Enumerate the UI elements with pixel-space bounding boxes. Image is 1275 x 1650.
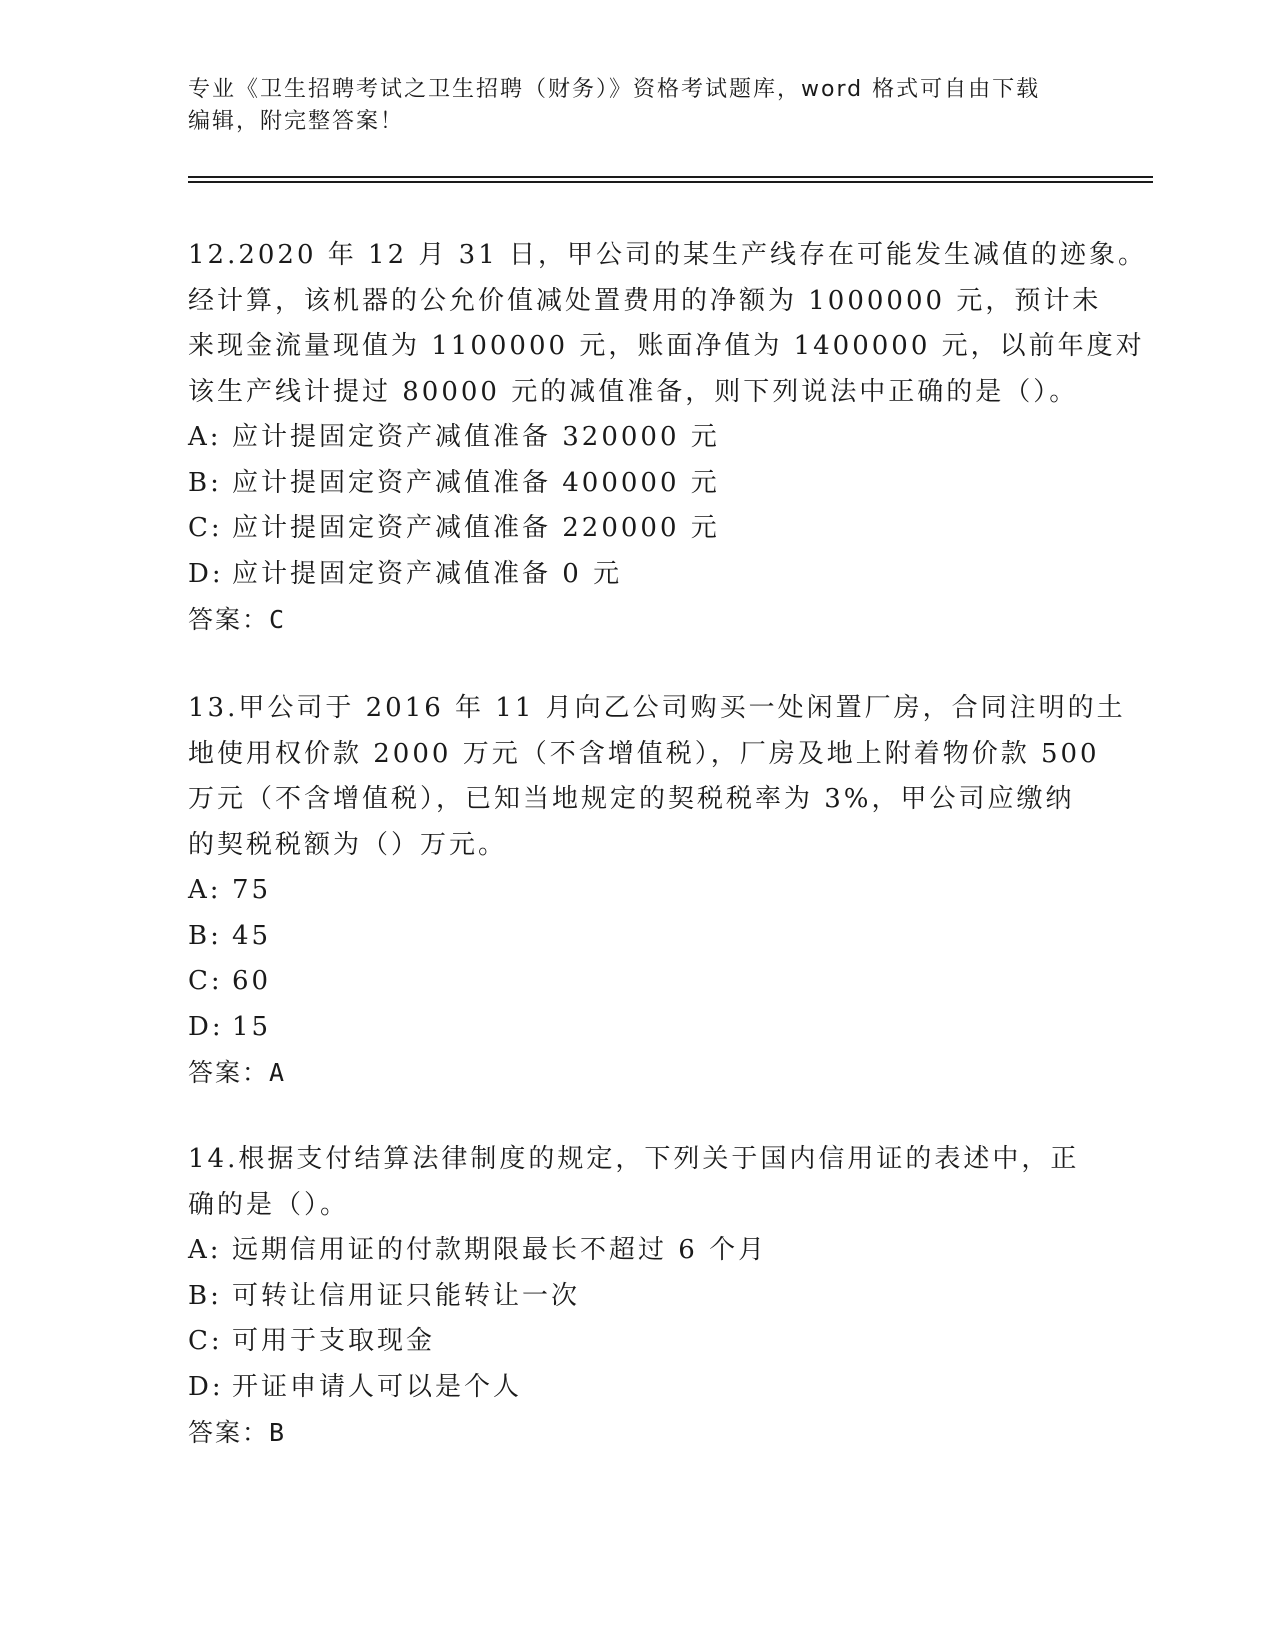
question-12	[188, 233, 1148, 643]
question-text-line: 14.根据支付结算法律制度的规定，下列关于国内信用证的表述中，正	[188, 1144, 1080, 1174]
question-text-line: 的契税税额为（）万元。	[188, 829, 508, 860]
option-text: 应计提固定资产减值准备 220000 元	[232, 513, 720, 543]
answer-line	[188, 1410, 1088, 1456]
option-c	[188, 506, 1088, 552]
option-letter: C:	[188, 513, 223, 543]
option-text: 远期信用证的付款期限最长不超过 6 个月	[232, 1235, 768, 1265]
answer-label: 答案：	[188, 1418, 270, 1447]
document-header	[188, 74, 1088, 138]
option-text: 可转让信用证只能转让一次	[232, 1280, 581, 1311]
header-rule-bottom	[188, 181, 1153, 183]
option-a	[188, 415, 1088, 461]
question-text-line: 万元（不含增值税），已知当地规定的契税税率为 3%，甲公司应缴纳	[188, 784, 1075, 814]
answer-line	[188, 1050, 1088, 1096]
option-text: 应计提固定资产减值准备 320000 元	[232, 422, 720, 452]
header-rule-top	[188, 176, 1153, 178]
option-text: 75	[232, 875, 272, 905]
option-a	[188, 1228, 1088, 1274]
option-letter: C:	[188, 966, 223, 996]
question-text-line: 12.2020 年 12 月 31 日，甲公司的某生产线存在可能发生减值的迹象。	[188, 240, 1148, 270]
option-letter: C:	[188, 1326, 223, 1356]
option-b	[188, 914, 1088, 960]
question-text-line: 确的是（）。	[188, 1189, 350, 1220]
question-text-line: 地使用权价款 2000 万元（不含增值税），厂房及地上附着物价款 500	[188, 738, 1100, 769]
option-text: 开证申请人可以是个人	[232, 1371, 523, 1402]
option-d	[188, 552, 1088, 598]
option-c	[188, 1319, 1088, 1365]
option-text: 应计提固定资产减值准备 0 元	[232, 558, 623, 589]
option-letter: A:	[188, 875, 222, 905]
answer-line	[188, 597, 1088, 643]
answer-key: C	[269, 605, 287, 634]
option-letter: B:	[188, 920, 222, 951]
option-b	[188, 461, 1088, 507]
answer-label: 答案：	[188, 1058, 270, 1087]
option-text: 45	[232, 920, 272, 951]
question-text-line: 来现金流量现值为 1100000 元，账面净值为 1400000 元，以前年度对	[188, 331, 1145, 361]
option-text: 60	[232, 966, 272, 996]
question-text-line: 该生产线计提过 80000 元的减值准备，则下列说法中正确的是（）。	[188, 376, 1079, 407]
option-d	[188, 1005, 1088, 1051]
option-d	[188, 1365, 1088, 1411]
question-14	[188, 1137, 1088, 1456]
option-letter: B:	[188, 1280, 222, 1311]
answer-key: B	[269, 1418, 287, 1447]
option-letter: D:	[188, 1011, 224, 1042]
option-letter: A:	[188, 422, 222, 452]
answer-key: A	[269, 1058, 287, 1087]
header-line-1: 专业《卫生招聘考试之卫生招聘（财务）》资格考试题库，word 格式可自由下载	[188, 77, 1041, 102]
header-line-2: 编辑，附完整答案！	[188, 109, 405, 134]
option-letter: A:	[188, 1235, 222, 1265]
option-c	[188, 959, 1088, 1005]
question-13	[188, 686, 1126, 1096]
question-text-line: 13.甲公司于 2016 年 11 月向乙公司购买一处闲置厂房，合同注明的土	[188, 693, 1126, 723]
option-text: 应计提固定资产减值准备 400000 元	[232, 467, 720, 498]
answer-label: 答案：	[188, 605, 270, 634]
option-b	[188, 1274, 1088, 1320]
option-letter: D:	[188, 558, 224, 589]
option-letter: D:	[188, 1371, 224, 1402]
option-letter: B:	[188, 467, 222, 498]
option-a	[188, 868, 1088, 914]
option-text: 可用于支取现金	[232, 1326, 436, 1356]
option-text: 15	[232, 1011, 272, 1042]
question-text-line: 经计算，该机器的公允价值减处置费用的净额为 1000000 元，预计未	[188, 285, 1102, 316]
